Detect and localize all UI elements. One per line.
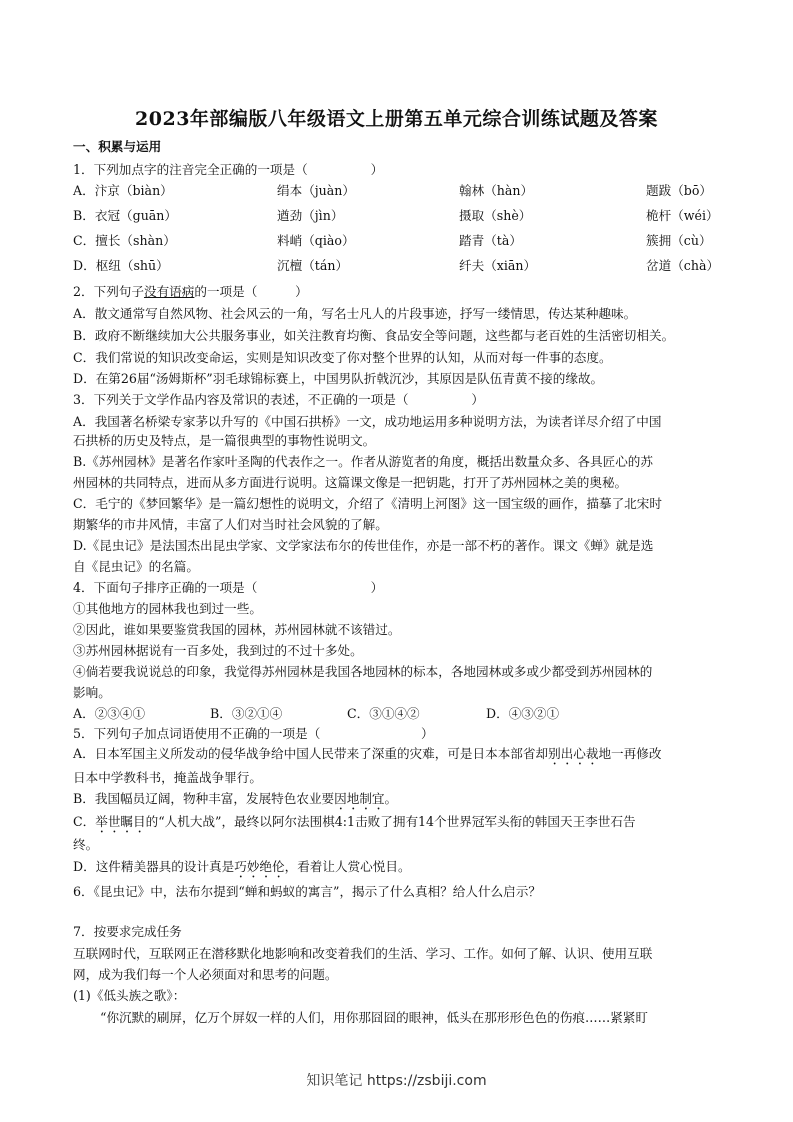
- q3-option-b-cont: 州园林的共同特点，进而从多方面进行说明。这篇课文像是一把钥匙，打开了苏州园林之美的奥秘。: [73, 475, 628, 490]
- q5-option-c-cont: 终。: [73, 837, 99, 852]
- q1-option-b-4: 桅杆（wéi）: [646, 208, 719, 223]
- q3-stem: 3．下列关于文学作品内容及常识的表述，不正确的一项是（ ）: [73, 392, 485, 407]
- q5-option-c: [73, 812, 636, 836]
- q2-option-c: C．我们常说的知识改变命运，实则是知识改变了你对整个世界的认知，从而对每一件事的态度。: [73, 350, 612, 365]
- q5-a-dotted-word: 别出心裁: [548, 746, 599, 761]
- q1-stem: 1．下列加点字的注音完全正确的一项是（ ）: [73, 162, 384, 177]
- q5-option-a: [73, 744, 661, 768]
- q1-option-d-3: 纤夫（xiān）: [459, 258, 537, 273]
- q1-option-d-1: D．枢纽（shū）: [73, 258, 169, 273]
- q4-stem: 4．下面句子排序正确的一项是（ ）: [73, 580, 384, 595]
- q5-c-dotted-word: 举世瞩目: [95, 814, 146, 829]
- q3-option-c-cont: 期繁华的市井风情，丰富了人们对当时社会风貌的了解。: [73, 517, 388, 532]
- q5-stem: 5．下列句子加点词语使用不正确的一项是（ ）: [73, 726, 434, 741]
- q7-subquestion-1: (1)《低头族之歌》：: [73, 988, 186, 1003]
- q7-paragraph: 互联网时代，互联网正在潜移默化地影响和改变着我们的生活、学习、工作。如何了解、认识、使用互联: [73, 946, 653, 961]
- q1-option-c-3: 踏青（tà）: [459, 233, 522, 248]
- q4-option-a: A．②③④①: [73, 706, 146, 721]
- q5-option-b: [73, 789, 397, 813]
- q7-quote: “你沉默的刷屏，亿万个屏奴一样的人们，用你那囧囧的眼神，低头在那形形色色的伤痕……紧紧盯: [100, 1010, 648, 1025]
- q3-option-b: B.《苏州园林》是著名作家叶圣陶的代表作之一。作者从游览者的角度，概括出数量众多、各具匠心的苏: [73, 454, 653, 469]
- q1-option-b-1: B．衣冠（guān）: [73, 208, 178, 223]
- q5-a-pre: A．日本军国主义所发动的侵华战争给中国人民带来了深重的灾难，可是日本本部省却: [73, 746, 549, 761]
- page-footer: 知识笔记 https://zsbiji.com: [306, 1073, 487, 1089]
- q1-option-a-3: 翰林（hàn）: [459, 183, 534, 198]
- q4-sentence-4-cont: 影响。: [73, 685, 111, 700]
- q3-option-a-cont: 石拱桥的历史及特点，是一篇很典型的事物性说明文。: [73, 433, 376, 448]
- q5-a-post: 地一再修改: [598, 746, 662, 761]
- q4-sentence-1: ①其他地方的园林我也到过一些。: [73, 601, 262, 616]
- q6-stem: 6．《昆虫记》中，法布尔提到“蝉和蚂蚁的寓言”，揭示了什么真相？给人什么启示？: [73, 884, 541, 899]
- q1-option-b-3: 摄取（shè）: [459, 208, 532, 223]
- q2-stem-post: 的一项是（ ）: [194, 284, 308, 299]
- q5-c-pre: C．: [73, 814, 96, 829]
- q5-option-d: [73, 857, 411, 881]
- q1-option-c-2: 料峭（qiào）: [277, 233, 355, 248]
- q7-paragraph-cont: 网，成为我们每一个人必须面对和思考的问题。: [73, 967, 338, 982]
- q5-b-pre: B．我国幅员辽阔，物种丰富，发展特色农业要: [73, 791, 335, 806]
- q3-option-d: D.《昆虫记》是法国杰出昆虫学家、文学家法布尔的传世佳作，亦是一部不朽的著作。课文《蝉》就是选: [73, 538, 654, 553]
- q1-option-a-4: 题跋（bō）: [646, 183, 713, 198]
- q4-sentence-3: ③苏州园林据说有一百多处，我到过的不过十多处。: [73, 643, 363, 658]
- q5-b-dotted-word: 因地制宜: [334, 791, 385, 806]
- q4-sentence-2: ②因此，谁如果要鉴赏我国的园林，苏州园林就不该错过。: [73, 622, 401, 637]
- q2-option-b: B．政府不断继续加大公共服务事业，如关注教育均衡、食品安全等问题，这些都与老百姓的生活密切相关。: [73, 328, 675, 343]
- q3-option-d-cont: 自《昆虫记》的名篇。: [73, 559, 199, 574]
- q5-option-a-cont: 日本中学教科书，掩盖战争罪行。: [73, 770, 262, 785]
- q4-option-b: B．③②①④: [210, 706, 283, 721]
- q4-sentence-4: ④倘若要我说说总的印象，我觉得苏州园林是我国各地园林的标本，各地园林或多或少都受到苏州园林的: [73, 664, 653, 679]
- q2-option-d: D．在第26届“汤姆斯杯”羽毛球锦标赛上，中国男队折戟沉沙，其原因是队伍青黄不接的缘故。: [73, 371, 604, 386]
- q5-d-post: ，看着让人赏心悦目。: [284, 859, 411, 874]
- q2-stem-pre: 2．下列句子: [73, 284, 144, 299]
- q3-option-c: C．毛宁的《梦回繁华》是一篇幻想性的说明文，介绍了《清明上河图》这一国宝级的画作，描摹了北宋时: [73, 496, 662, 511]
- q3-option-a: A．我国著名桥梁专家茅以升写的《中国石拱桥》一文，成功地运用多种说明方法，为读者详尽介绍了中国: [73, 414, 662, 429]
- q1-option-a-1: A．汴京（biàn）: [73, 183, 173, 198]
- q5-c-post: 的“人机大战”，最终以阿尔法围棋4:1击败了拥有14个世界冠军头衔的韩国天王李世石告: [145, 814, 636, 829]
- q5-b-post: 。: [384, 791, 398, 806]
- q5-d-dotted-word: 巧妙绝伦: [234, 859, 285, 874]
- q1-option-d-2: 沉檀（tán）: [277, 258, 349, 273]
- section-heading: 一、积累与运用: [73, 139, 162, 154]
- q1-option-c-4: 簇拥（cù）: [646, 233, 712, 248]
- q1-option-d-4: 岔道（chà）: [646, 258, 720, 273]
- q5-d-pre: D．这件精美器具的设计真是: [73, 859, 235, 874]
- document-title: 2023年部编版八年级语文上册第五单元综合训练试题及答案: [135, 108, 658, 130]
- q1-option-b-2: 遒劲（jìn）: [277, 208, 344, 223]
- q4-option-d: D．④③②①: [486, 706, 560, 721]
- q2-stem: [73, 282, 308, 302]
- q2-option-a: A．散文通常写自然风物、社会风云的一角，写名士凡人的片段事迹，抒写一缕情思，传达某种趣味。: [73, 306, 637, 321]
- q7-stem: 7．按要求完成任务: [73, 924, 182, 939]
- q2-stem-underlined: 没有语病: [143, 284, 195, 299]
- q4-option-c: C．③①④②: [347, 706, 420, 721]
- q1-option-c-1: C．擅长（shàn）: [73, 233, 176, 248]
- q1-option-a-2: 绢本（juàn）: [277, 183, 356, 198]
